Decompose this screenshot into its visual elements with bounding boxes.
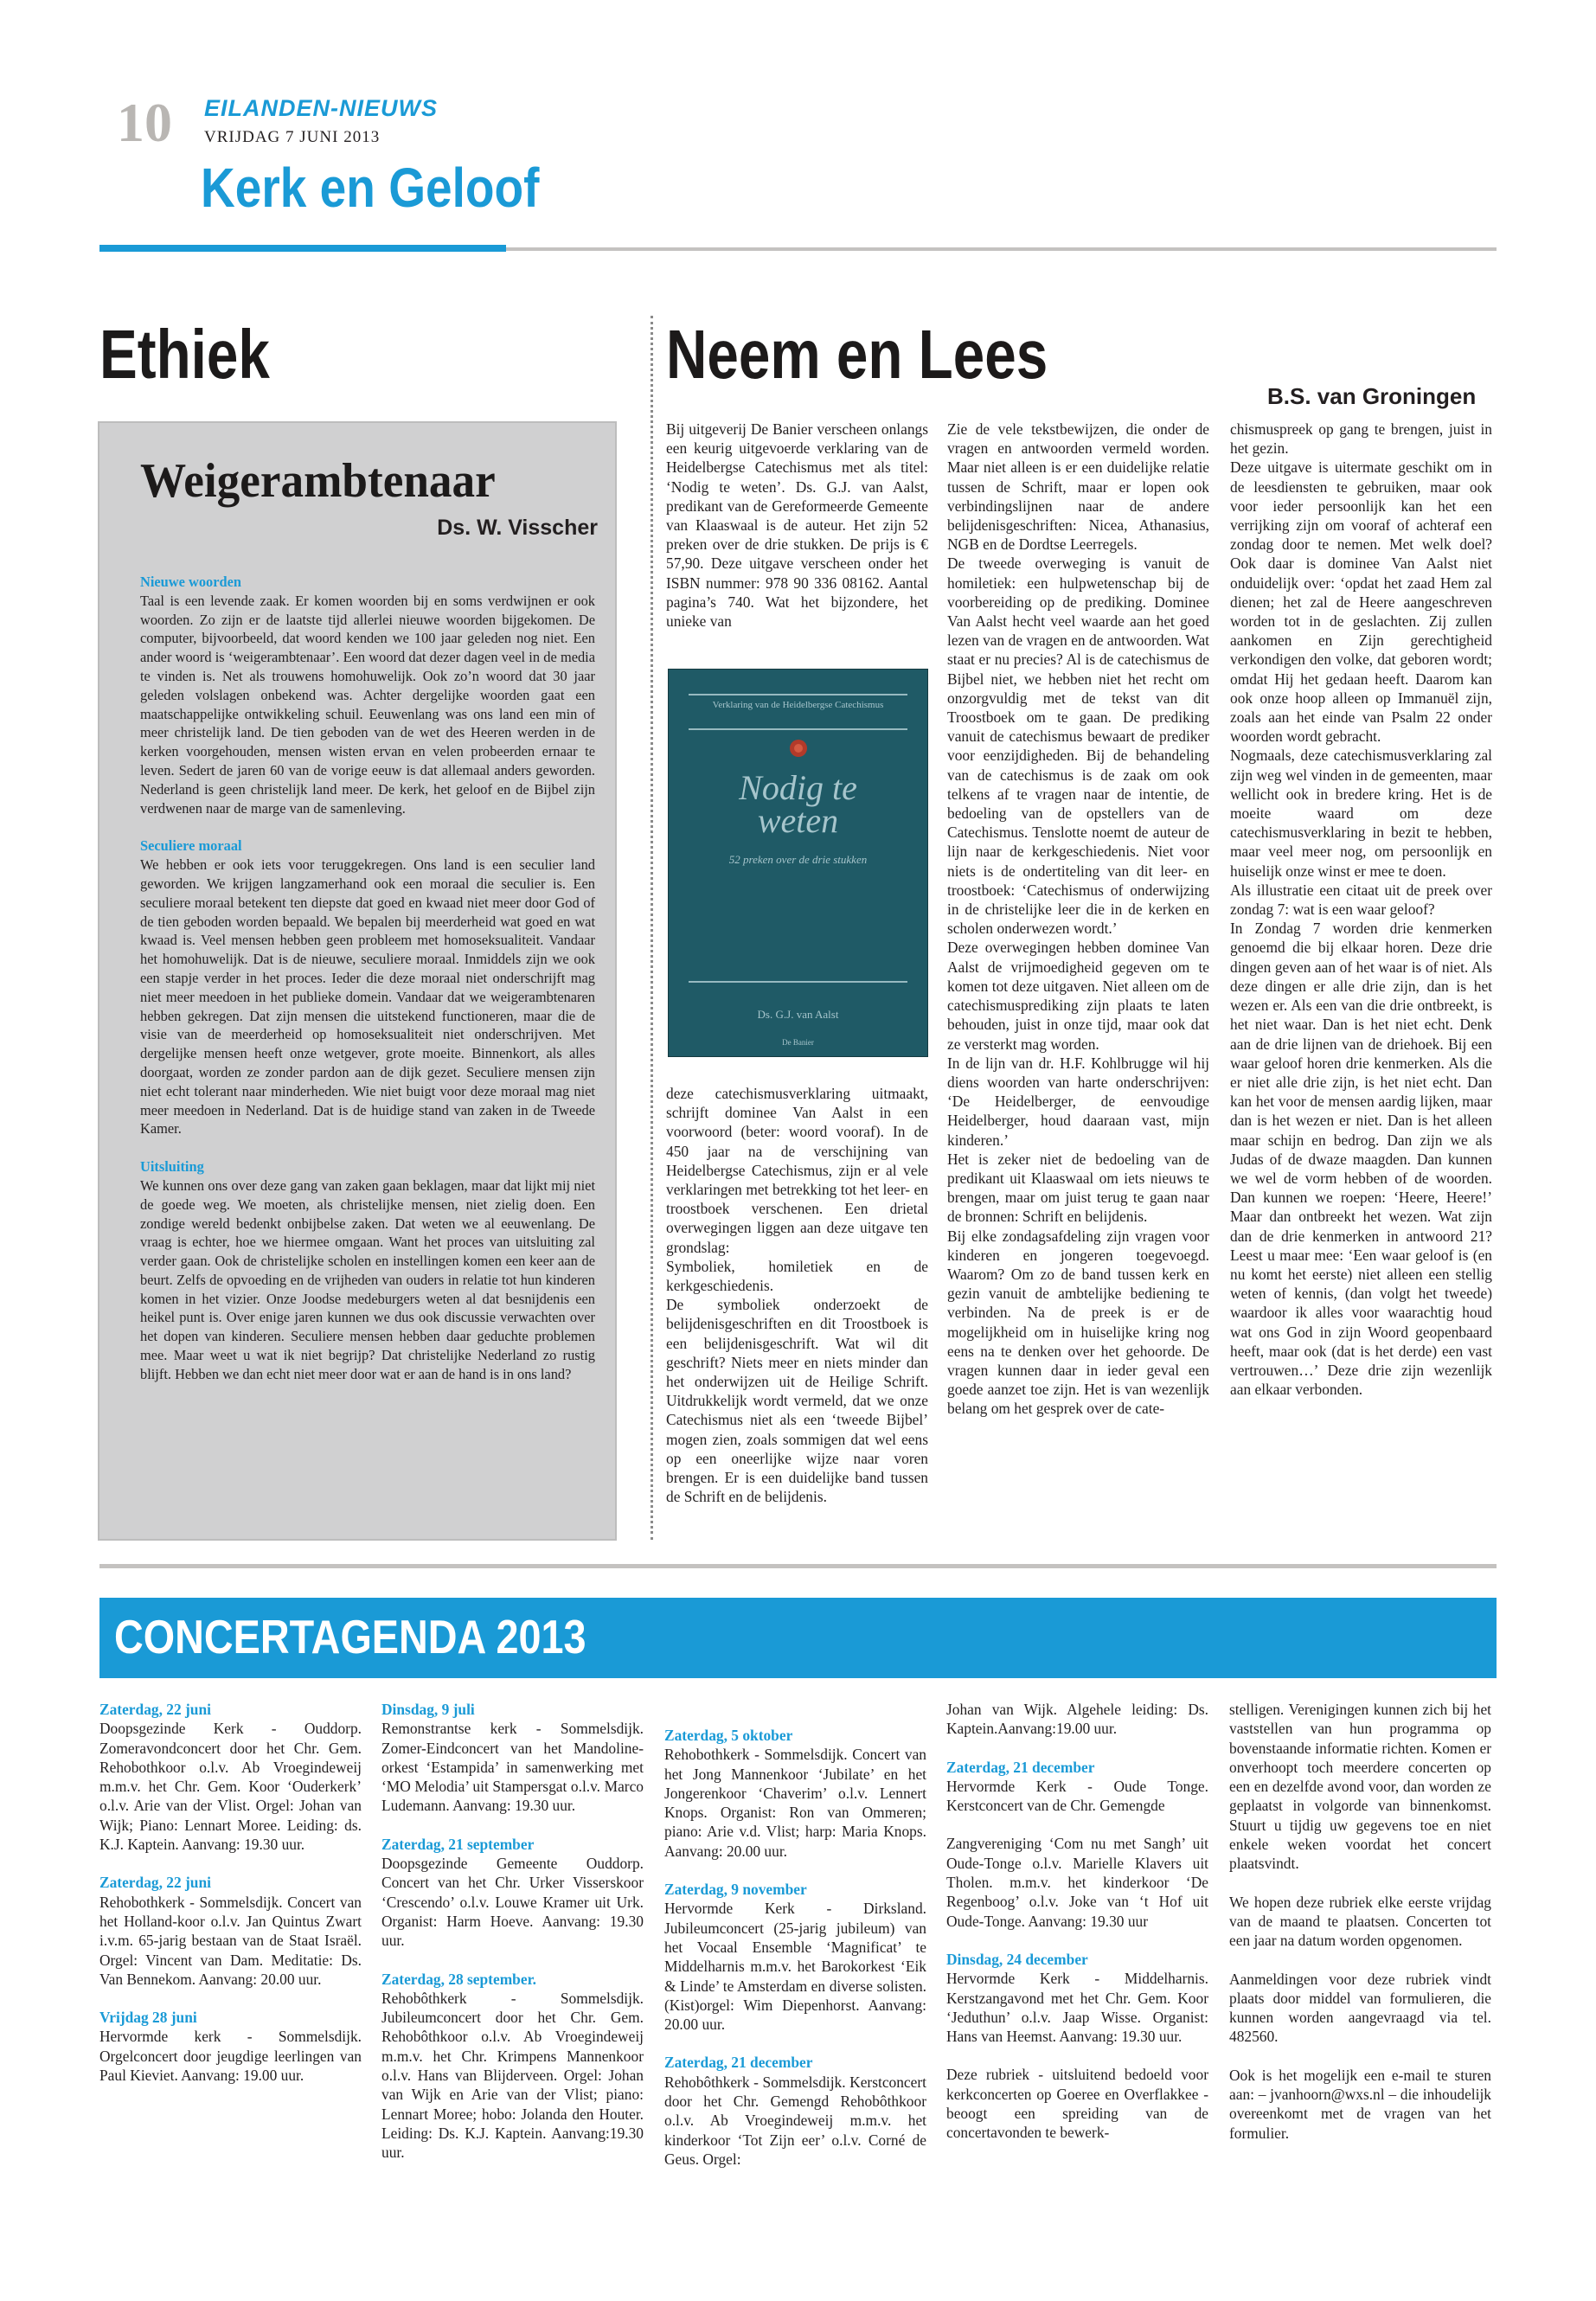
column-divider <box>651 316 653 1540</box>
concert-details: Remonstrantse kerk - Sommelsdijk. Zomer-Eindconcert van het Mandoline-orkest ‘Estampida’ in samenwerking met ‘MO Melodia’ uit Stampersgat o.l.v. Marco Ludemann. Aanvang: 19.30 uur. <box>381 1720 644 1815</box>
review-column-2 <box>947 420 1209 1419</box>
concert-entry <box>664 2053 926 2169</box>
ethiek-article-box <box>98 421 617 1541</box>
paragraph: Nogmaals, deze catechismusverklaring zal zijn weg wel vinden in de gemeenten, maar wellicht ook in bredere kring. Het is de moeite waard om deze catechismusverklaring in bezit te hebben, maar veel meer nog, om persoonlijk en huiselijk onze winst er mee te doen. <box>1230 747 1492 880</box>
section-subheading: Nieuwe woorden <box>140 574 241 590</box>
cover-rule <box>689 694 907 695</box>
review-column-1-top <box>666 420 928 631</box>
concert-date: Zaterdag, 21 december <box>664 2054 813 2072</box>
article-body <box>140 573 595 1384</box>
concert-entry <box>946 1950 1208 2046</box>
concert-entry <box>381 1835 644 1951</box>
article-section <box>140 1157 595 1384</box>
article-section <box>140 573 595 817</box>
concert-agenda-banner <box>99 1598 1497 1678</box>
paragraph: Bij uitgeverij De Banier verscheen onlangs een keurig uitgevoerde verklaring van de Heidelbergse Catechismus met als titel: ‘Nodig te weten’. Ds. G.J. van Aalst, predikant van de Gereformeerde Gemeente van Klaaswaal is de auteur. Het zijn 52 preken over de drie stukken. De prijs is € 57,90. Deze uitgave verscheen onder het ISBN nummer: 978 90 336 08162. Aantal pagina’s 740. Wat het bijzondere, het unieke van <box>666 420 928 631</box>
concert-details: Hervormde Kerk - Oude Tonge. Kerstconcert van de Chr. Gemengde <box>946 1777 1208 1815</box>
concert-details: Rehobothkerk - Sommelsdijk. Concert van het Jong Mannenkoor ‘Jubilate’ en het Jongerenkoor ‘Chaverim’ o.l.v. Lennert Knops. Organist: Ron van Ommeren; piano: Arie v.d. Vlist; harp: Maria Knops. Aanvang: 20.00 uur. <box>664 1746 926 1860</box>
concert-entry <box>946 2065 1208 2142</box>
concert-column-4 <box>946 1700 1208 2143</box>
paragraph: Zie de vele tekstbewijzen, die onder de vragen en antwoorden vermeld worden. Maar niet alleen is er een duidelijke relatie tussen de Schrift, maar er lopen ook verbindingslijnen naar de andere belijdenisgeschriften: Nicea, Athanasius, NGB en de Dordtse Leerregels. <box>947 420 1209 554</box>
header-rule <box>506 247 1497 251</box>
article-title: Weigerambtenaar <box>140 454 496 508</box>
concert-date: Zaterdag, 21 december <box>946 1758 1095 1776</box>
section-text: We kunnen ons over deze gang van zaken gaan beklagen, maar dat lijkt mij niet de goede weg. We moeten, als christelijke mensen, niet zielig doen. Een zondige wereld bedenkt onbijbelse zaken. Dat weten we al eeuwenlang. De vraag is echter, hoe we hiermee omgaan. Want het proces van uitsluiting zal verder gaan. Ook de christelijke scholen en instellingen komen een keer aan de beurt. Zelfs de opvoeding en de vrijheden van ouders in relatie tot hun kinderen komen in het vizier. Onze Joodse medeburgers weten al dat besnijdenis een heikel punt is. Over enige jaren kunnen we dus ook discussie verwachten over het dopen van kinderen. Seculiere mensen hebben daar geduchte problemen mee. Maar weet u wat ik niet begrijp? Dat christelijke Nederland zo rustig blijft. Hebben we dan echt niet meer door wat er aan de hand is in ons land? <box>140 1176 595 1382</box>
concert-details: Doopsgezinde Gemeente Ouddorp. Concert van het Chr. Urker Visserskoor ‘Crescendo’ o.l.v. Louwe Kramer uit Urk. Organist: Harm Hoeve. Aanvang: 19.30 uur. <box>381 1855 644 1950</box>
concert-entry <box>664 1726 926 1861</box>
concert-entry <box>381 1700 644 1816</box>
page-number: 10 <box>117 92 172 153</box>
concert-date: Zaterdag, 5 oktober <box>664 1727 793 1744</box>
paragraph: Deze overwegingen hebben dominee Van Aalst de vrijmoedigheid gegeven om te komen tot deze uitgaven. Niet alleen om de catechismusprediking zijn plaats te laten behouden, juist in onze tijd, maar ook dat ze versterkt mag worden. <box>947 939 1209 1053</box>
concert-details: Deze rubriek - uitsluitend bedoeld voor kerkconcerten op Goeree en Overflakkee - beoogt een spreiding van de concertavonden te bewerk- <box>946 2066 1208 2142</box>
concert-details: Zangvereniging ‘Com nu met Sangh’ uit Oude-Tonge o.l.v. Marielle Klavers uit Tholen. m.m.v. het kinderkoor ‘De Regenboog’ o.l.v. Joke van ‘t Hof uit Oude-Tonge. Aanvang: 19.30 uur <box>946 1835 1208 1930</box>
article-section <box>140 836 595 1138</box>
concert-column-1 <box>99 1700 362 2085</box>
concert-date: Zaterdag, 21 september <box>381 1835 535 1853</box>
concert-entry <box>946 1700 1208 1739</box>
concert-details: Hervormde Kerk - Dirksland. Jubileumconcert (25-jarig jubileum) van het Vocaal Ensemble ‘Magnificat’ te Middelharnis m.m.v. het Barokorkest ‘Eik & Linde’ te Amsterdam en diverse solisten. (Kist)orgel: Wim Diepenhorst. Aanvang: 20.00 uur. <box>664 1900 926 2034</box>
section-text: Taal is een levende zaak. Er komen woorden bij en soms verdwijnen er ook woorden. Zo zijn er de laatste tijd allerlei nieuwe woorden bijgekomen. De computer, bijvoorbeeld, dat woord kenden we 100 jaar geleden nog niet. Een ander woord is ‘weigerambtenaar’. Een woord dat dezer dagen veel in de media te vinden is. Net als trouwens homohuwelijk. Ook zo’n woord dat 30 jaar geleden volslagen onbekend was. Achter dergelijke woorden gaat een maatschappelijke ontwikkeling schuil. Eeuwenlang was ons land een min of meer christelijk land. De tien geboden van de wet des Heeren werden in de kerken voorgehouden, mensen wisten ervan en velen probeerden ernaar te leven. Sedert de jaren 60 van de vorige eeuw is dat allemaal anders geworden. Nederland is geen christelijk land meer. De kerk, het geloof en de Bijbel zijn verdwenen naar de marge van de samenleving. <box>140 592 595 817</box>
review-column-1-bottom <box>666 1084 928 1506</box>
masthead-logo: EILANDEN-NIEUWS <box>204 95 438 121</box>
neem-en-lees-heading: Neem en Lees <box>666 316 1048 393</box>
concert-details: Rehobothkerk - Sommelsdijk. Concert van het Holland-koor o.l.v. Jan Quintus Zwart i.v.m. 65-jarig bestaan van de Staat Israël. Orgel: Vincent van Dam. Meditatie: Ds. Van Bennekom. Aanvang: 20.00 uur. <box>99 1893 362 1988</box>
concert-entry <box>99 1873 362 1989</box>
concert-date: Vrijdag 28 juni <box>99 2009 197 2027</box>
cover-title: Nodig te weten <box>739 768 857 840</box>
concert-column-2 <box>381 1700 644 2163</box>
concert-entry <box>946 1834 1208 1930</box>
concert-agenda-title: CONCERTAGENDA 2013 <box>114 1610 586 1663</box>
review-column-3 <box>1230 420 1492 1399</box>
paragraph: De symboliek onderzoekt de belijdenisgeschriften en dit Troostboek is een belijdenisgeschrift. Wat wil dit geschrift? Niets meer en niets minder dan het onderwijzen uit de Heilige Schrift. Uitdrukkelijk wordt vermeld, dat we onze Catechismus niet als een ‘tweede Bijbel’ mogen zien, zoals sommigen dat wel eens op een oneerlijke wijze naar voren brengen. Er is een duidelijke band tussen de Schrift en de belijdenis. <box>666 1296 928 1506</box>
article-author: Ds. W. Visscher <box>437 516 598 540</box>
ethiek-heading: Ethiek <box>99 316 270 393</box>
paragraph: Ook is het mogelijk een e-mail te sturen aan: – jvanhoorn@wxs.nl – die inhoudelijk overeenkomt met de vragen van het formulier. <box>1229 2066 1491 2142</box>
cover-rule <box>689 728 907 730</box>
concert-column-5 <box>1229 1700 1491 2143</box>
concert-date: Zaterdag, 9 november <box>664 1881 807 1899</box>
concert-column-3 <box>664 1726 926 2169</box>
concert-date: Dinsdag, 24 december <box>946 1950 1088 1968</box>
concert-details: Hervormde kerk - Sommelsdijk. Orgelconcert door jeugdige leerlingen van Paul Kieviet. Aanvang: 19.00 uur. <box>99 2028 362 2085</box>
seal-icon <box>789 739 808 758</box>
header-rule-accent <box>99 245 506 252</box>
paragraph: Deze uitgave is uitermate geschikt om in de leesdiensten te gebruiken, maar ook voor ieder persoonlijk kan het een verrijking zijn om vooraf of achteraf een zondag door te nemen. Met welk doel? Ook daar is dominee Van Aalst niet onduidelijk over: ‘opdat het zaad Hem zal dienen; het zal de Heere aangeschreven worden tot in de geslachten. Zij zullen aankomen en Zijn gerechtigheid verkondigen den volke, dat geboren wordt; omdat Hij het gedaan heeft. Daarom kan ook onze hoop alleen op Immanuël zijn, zoals aan het einde van Psalm 22 onder woorden wordt gebracht. <box>1230 458 1492 746</box>
issue-date: VRIJDAG 7 JUNI 2013 <box>204 128 381 146</box>
paragraph: Bij elke zondagsafdeling zijn vragen voor kinderen en jongeren toegevoegd. Waarom? Om zo de band tussen kerk en gezin vanuit de ambtelijke bediening te verbinden. Na de preek is er de mogelijkheid om in huiselijke kring nog eens na te denken over het gehoorde. De vragen kunnen daar in ieder geval een goede aanzet toe zijn. Het is van wezenlijk belang om het gesprek over de cate- <box>947 1227 1209 1418</box>
cover-publisher: De Banier <box>782 1038 814 1047</box>
paragraph: We hopen deze rubriek elke eerste vrijdag van de maand te plaatsen. Concerten tot een jaar na datum worden opgenomen. <box>1229 1893 1491 1950</box>
section-text: We hebben er ook iets voor teruggekregen. Ons land is een seculier land geworden. We krijgen langzamerhand ook een moraal die seculier is. Een seculiere moraal betekent ten diepste dat goed en kwaad niet meer door God of de tien geboden worden bepaald. We bepalen bij meerderheid wat goed en wat kwaad is. Veel mensen hebben geen probleem met homoseksualiteit. Vandaar het homohuwelijk. Dat is de nieuwe, seculiere moraal. Inmiddels zijn we ook een stapje verder in het proces. Ieder die deze moraal niet onderschrijft mag niet meer meedoen in het publieke domein. Vandaar dat we weigerambtenaren hebben gekregen. Dat zijn mensen die uitstekend functioneren, maar die de visie van de meerderheid op homoseksualiteit niet onderschrijven. Met dergelijke mensen heeft onze wetgever, grote moeite. Binnenkort, als alles doorgaat, worden ze zonder pardon aan de dijk gezet. Seculiere mensen zijn niet echt tolerant naar minderheden. Wie niet buigt voor deze moraal mag niet meer meedoen in Nederland. Dat is de huidige stand van zaken in de Tweede Kamer. <box>140 856 595 1138</box>
concert-entry <box>946 1758 1208 1816</box>
neem-en-lees-author: B.S. van Groningen <box>1267 383 1477 409</box>
paragraph: Als illustratie een citaat uit de preek over zondag 7: wat is een waar geloof? <box>1230 881 1492 919</box>
cover-rule <box>689 981 907 983</box>
book-cover-image <box>668 669 928 1057</box>
concert-details: Rehobôthkerk - Sommelsdijk. Jubileumconcert door het Chr. Gem. Rehobôthkoor o.l.v. Ab Vroegindeweij m.m.v. het Chr. Krimpens Mannenkoor o.l.v. Hans van Blijderveen. Orgel: Johan van Wijk en Arie van der Vlist; piano: Lennart Moree; hobo: Jolanda den Houter. Leiding: Ds. K.J. Kaptein. Aanvang:19.30 uur. <box>381 1989 644 2162</box>
concert-date: Zaterdag, 22 juni <box>99 1874 211 1892</box>
section-title: Kerk en Geloof <box>201 157 540 219</box>
concert-details: Rehobôthkerk - Sommelsdijk. Kerstconcert door het Chr. Gemengd Rehobôthkoor o.l.v. Ab Vroegindeweij m.m.v. het kinderkoor ‘Tot Zijn eer’ o.l.v. Corné de Geus. Orgel: <box>664 2073 926 2168</box>
concert-date: Zaterdag, 28 september. <box>381 1970 537 1988</box>
cover-author: Ds. G.J. van Aalst <box>757 1008 839 1021</box>
concert-details: Hervormde Kerk - Middelharnis. Kerstzangavond met het Chr. Gem. Koor ‘Jeduthun’ o.l.v. Jaap Wisse. Organist: Hans van Heemst. Aanvang: 19.30 uur. <box>946 1970 1208 2046</box>
cover-series-text: Verklaring van de Heidelbergse Catechismus <box>712 700 884 710</box>
concert-date: Zaterdag, 22 juni <box>99 1701 211 1718</box>
section-rule <box>99 1564 1497 1568</box>
concert-entry <box>381 1970 644 2163</box>
paragraph: Aanmeldingen voor deze rubriek vindt plaats door middel van formulieren, die kunnen worden aangevraagd via tel. 482560. <box>1229 1970 1491 2046</box>
paragraph: Symboliek, homiletiek en de kerkgeschiedenis. <box>666 1257 928 1295</box>
paragraph: deze catechismusverklaring uitmaakt, schrijft dominee Van Aalst in een voorwoord (beter: woord vooraf). In de 450 jaar na de verschijning van Heidelbergse Catechismus, zijn er al vele verklaringen met betrekking tot het leer- en troostboek verschenen. Een drietal overwegingen liggen aan deze uitgave ten grondslag: <box>666 1085 928 1256</box>
section-subheading: Seculiere moraal <box>140 837 242 855</box>
section-subheading: Uitsluiting <box>140 1158 204 1176</box>
paragraph: In Zondag 7 worden drie kenmerken genoemd die bij elkaar horen. Deze drie dingen geven aan of het waar is of niet. Als deze dingen er alle drie zijn, dan is het wezen er. Als een van die drie ontbreekt, is het niet waar. Dan is het niet echt. Denk aan de drie lijnen van de driehoek. Bij een waar geloof horen drie kenmerken. Als die er niet alle drie zijn, is het niet echt. Dan kan het voor de mensen aardig lijken, maar dan is het wezen er niet. Dan is het alleen maar schijn en bedrog. Dan zijn we als Judas of de dwaze maagden. Dan kunnen we wel de vorm hebben of de woorden. Dan kunnen we roepen: ‘Heere, Heere!’ Maar dan ontbreekt het wezen. Wat zijn dan de drie kenmerken in antwoord 21? Leest u maar mee: ‘Een waar geloof is (en nu komt het eerste) niet alleen een stellig weten of kennis, (dan volgt het tweede) waardoor ik alles voor waarachtig houd wat ons God in zijn Woord geopenbaard heeft, maar ook (dat is het derde) een vast vertrouwen…’ Deze drie zijn wezenlijk aan elkaar verbonden. <box>1230 920 1492 1399</box>
paragraph: Het is zeker niet de bedoeling van de predikant uit Klaaswaal om iets nieuws te brengen, maar om juist terug te gaan naar de bronnen: Schrift en belijdenis. <box>947 1150 1209 1226</box>
paragraph: stelligen. Verenigingen kunnen zich bij het vaststellen van hun programma op bovenstaande informatie richten. Komen er onverhoopt toch meerdere concerten op een en dezelfde avond voor, dan worden ze geplaatst in volgorde van binnenkomst. Stuurt u tijdig uw gegevens toe en niet enkele weken voordat het concert plaatsvindt. <box>1229 1701 1491 1873</box>
concert-entry <box>664 1880 926 2034</box>
concert-entry <box>99 1700 362 1854</box>
cover-subtitle: 52 preken over de drie stukken <box>728 853 868 866</box>
concert-details: Johan van Wijk. Algehele leiding: Ds. Kaptein.Aanvang:19.00 uur. <box>946 1701 1208 1738</box>
concert-entry <box>99 2008 362 2085</box>
paragraph: De tweede overweging is vanuit de homiletiek: een hulpwetenschap bij de voorbereiding op de prediking. Dominee Van Aalst hecht veel waarde aan het goed lezen van de vragen en de antwoorden. Wat staat er nu precies? Al is de catechismus de Bijbel niet, we hebben niet het recht om onzorgvuldig met de tekst van dit Troostboek om te gaan. De prediking vanuit de catechismus bewaart de prediker voor eenzijdigheden. Bij de behandeling van de catechismus is de zaak om ook telkens af te vragen naar de intentie, de bedoeling van de opstellers van de Catechismus. Tenslotte noemt de auteur de lijn naar de kerkgeschiedenis. Niet voor niets is de ondertiteling van dit leer- en troostboek: ‘Catechismus of onderwijzing in de christelijke leer die in de kerken en scholen onderwezen wordt.’ <box>947 554 1209 938</box>
concert-date: Dinsdag, 9 juli <box>381 1701 475 1718</box>
paragraph: chismuspreek op gang te brengen, juist in het gezin. <box>1230 420 1492 458</box>
paragraph: In de lijn van dr. H.F. Kohlbrugge wil hij diens woorden van harte onderschrijven: ‘De Heidelberger, de eenvoudige Heidelberger, houd daaraan vast, mijn kinderen.’ <box>947 1054 1209 1149</box>
concert-details: Doopsgezinde Kerk - Ouddorp. Zomeravondconcert door het Chr. Gem. Rehobothkoor o.l.v. Ab Vroegindeweij m.m.v. het Chr. Gem. Koor ‘Ouderkerk’ o.l.v. Arie van der Vlist. Orgel: Johan van Wijk; Piano: Lennart Moree. Leiding: ds. K.J. Kaptein. Aanvang: 19.30 uur. <box>99 1720 362 1854</box>
